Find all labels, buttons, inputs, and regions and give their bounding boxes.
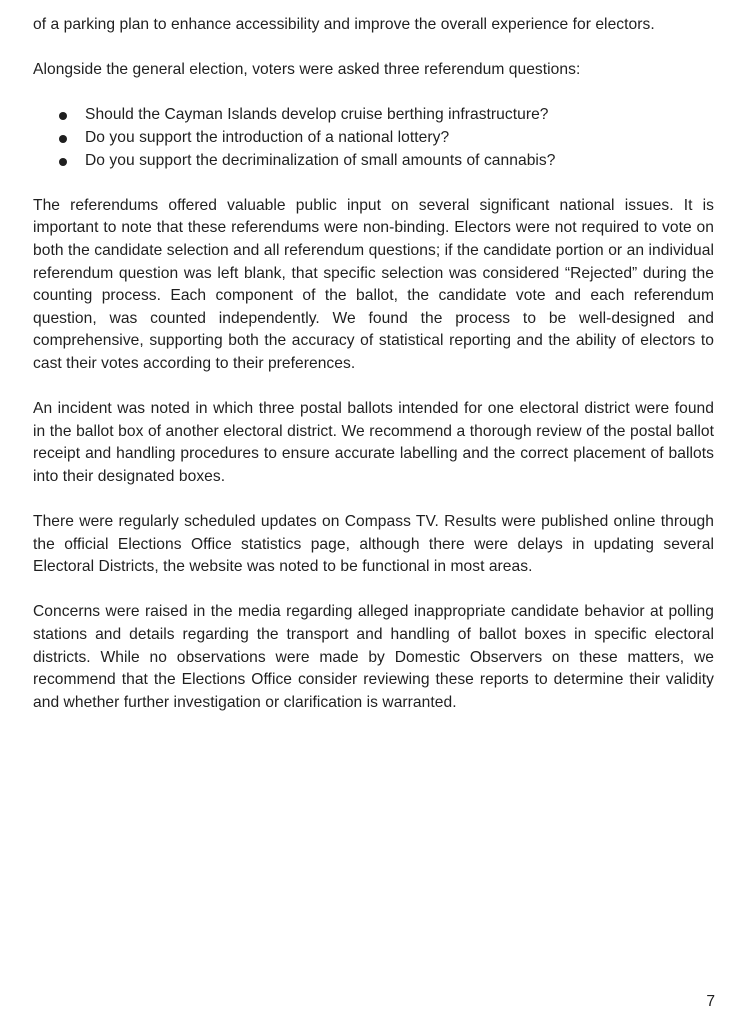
bullet-icon (59, 135, 67, 143)
paragraph-referendum-details: The referendums offered valuable public input on several significant national issues. It is important to note that these referendums were non-binding. Electors were not required to vote on both the candidate selection and all referendum questions; if the candidate portion or an individual referendum question was left blank, that specific selection was considered “Rejected” during the counting process. Each component of the ballot, the candidate vote and each referendum question, was counted independently. We found the process to be well-designed and comprehensive, supporting both the accuracy of statistical reporting and the ability of electors to cast their votes according to their preferences. (33, 196, 714, 372)
list-item (33, 150, 714, 173)
referendum-questions-list (33, 104, 714, 172)
paragraph-postal-ballot-incident: An incident was noted in which three postal ballots intended for one electoral district were found in the ballot box of another electoral district. We recommend a thorough review of the postal ballot receipt and handling procedures to ensure accurate labelling and the correct placement of ballots into their designated boxes. (33, 400, 714, 485)
paragraph-parking-plan: of a parking plan to enhance accessibility and improve the overall experience for electors. (33, 16, 655, 33)
list-item (33, 104, 714, 127)
paragraph-results-updates: There were regularly scheduled updates on Compass TV. Results were published online through the official Elections Office statistics page, although there were delays in updating several Electoral Districts, the website was noted to be functional in most areas. (33, 513, 714, 576)
paragraph-referendum-intro: Alongside the general election, voters were asked three referendum questions: (33, 61, 581, 79)
paragraph-media-concerns: Concerns were raised in the media regarding alleged inappropriate candidate behavior at polling stations and details regarding the transport and handling of ballot boxes in specific electoral districts. While no observations were made by Domestic Observers on these matters, we recommend that the Elections Office consider reviewing these reports to determine their validity and whether further investigation or clarification is warranted. (33, 603, 714, 711)
referendum-question: Do you support the introduction of a national lottery? (85, 128, 450, 146)
list-item (33, 127, 714, 150)
bullet-icon (59, 158, 67, 166)
referendum-question: Should the Cayman Islands develop cruise berthing infrastructure? (85, 106, 549, 124)
referendum-question: Do you support the decriminalization of small amounts of cannabis? (85, 151, 556, 169)
page-number: 7 (706, 993, 715, 1010)
bullet-icon (59, 112, 67, 120)
document-page (33, 14, 714, 737)
